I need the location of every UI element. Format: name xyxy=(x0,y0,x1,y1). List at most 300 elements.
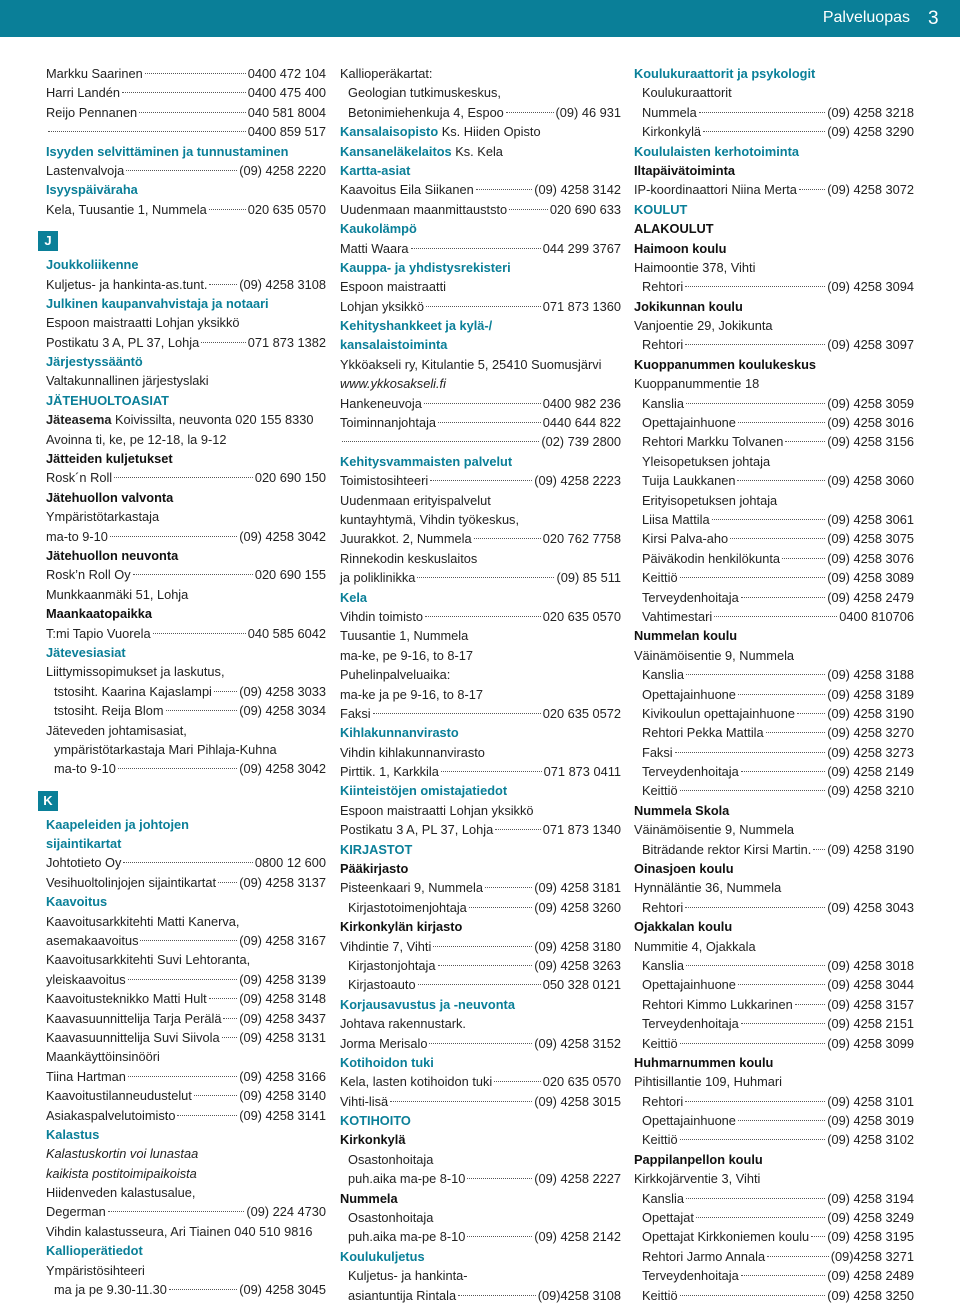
reference-text: Ks. Kela xyxy=(451,143,503,159)
phone-number: (09) 4258 3260 xyxy=(534,899,621,915)
text-line: Puhelinpalveluaika: xyxy=(340,667,451,683)
contact-name: Keittiö xyxy=(642,1132,678,1148)
contact-row xyxy=(634,1208,914,1227)
contact-name: Kaavoitusteknikko Matti Hult xyxy=(46,991,207,1007)
reference-row xyxy=(340,142,621,161)
phone-number: (09) 4258 3166 xyxy=(239,1068,326,1084)
phone-number: 0400 859 517 xyxy=(247,124,326,140)
dot-leader xyxy=(373,713,541,714)
dot-leader xyxy=(209,209,246,210)
section-heading: Isyyspäiväraha xyxy=(46,182,138,198)
section-heading: Kalastus xyxy=(46,1126,100,1142)
contact-name: Kanslia xyxy=(642,1190,684,1206)
dot-leader xyxy=(108,1211,245,1212)
dot-leader xyxy=(114,477,253,478)
phone-number: (09) 4258 3290 xyxy=(827,124,914,140)
contact-row xyxy=(634,413,914,432)
contact-row xyxy=(634,1014,914,1033)
dot-leader xyxy=(438,422,541,423)
dot-leader xyxy=(123,862,252,863)
contact-name: Vahtimestari xyxy=(642,608,713,624)
dot-leader xyxy=(675,752,826,753)
dot-leader xyxy=(686,965,825,966)
contact-row xyxy=(634,1111,914,1130)
contact-row xyxy=(634,335,914,354)
contact-row xyxy=(634,1247,914,1266)
contact-name: Tuija Laukkanen xyxy=(642,473,736,489)
phone-number: (09) 4258 3148 xyxy=(239,991,326,1007)
contact-row xyxy=(634,743,914,762)
contact-name: Opettajat Kirkkoniemen koulu xyxy=(642,1229,810,1245)
dot-leader xyxy=(738,984,825,985)
section-heading: Kihlakunnanvirasto xyxy=(340,725,459,741)
contact-name: Keittiö xyxy=(642,570,678,586)
section-heading: JÄTEHUOLTOASIAT xyxy=(46,392,169,408)
contact-name: T:mi Tapio Vuorela xyxy=(46,625,151,641)
contact-name: Degerman xyxy=(46,1204,106,1220)
contact-name: Rehtori xyxy=(642,279,684,295)
dot-leader xyxy=(390,1101,532,1102)
dot-leader xyxy=(177,1115,237,1116)
phone-number: (09) 4258 2223 xyxy=(534,473,621,489)
contact-name: tstosiht. Reija Blom xyxy=(54,703,164,719)
phone-number: (09) 4258 3131 xyxy=(239,1029,326,1045)
phone-number: (09) 4258 3273 xyxy=(827,744,914,760)
phone-number: 0400 472 104 xyxy=(247,66,326,81)
subheading: Nummela Skola xyxy=(634,802,730,818)
text-line: Espoon maistraatti xyxy=(340,279,446,295)
contact-row xyxy=(46,682,326,701)
contact-row xyxy=(46,1280,326,1299)
text-line: Osastonhoitaja xyxy=(348,1151,434,1167)
dot-leader xyxy=(685,1101,825,1102)
phone-number: 0800 12 600 xyxy=(254,855,326,871)
contact-name: Kanslia xyxy=(642,395,684,411)
phone-number: 020 690 633 xyxy=(549,201,621,217)
phone-number: (09) 4258 3044 xyxy=(827,977,914,993)
text-line: kuntayhtymä, Vihdin työkeskus, xyxy=(340,511,520,527)
dot-leader xyxy=(795,1004,825,1005)
dot-leader xyxy=(430,480,532,481)
section-heading: Kartta-asiat xyxy=(340,162,411,178)
phone-number: (09) 4258 3140 xyxy=(239,1088,326,1104)
phone-number: (09) 4258 3102 xyxy=(827,1132,914,1148)
phone-number: (09) 4258 3094 xyxy=(827,279,914,295)
contact-row xyxy=(46,624,326,643)
dot-leader xyxy=(438,965,533,966)
text-line: Kirkkojärventie 3, Vihti xyxy=(634,1171,761,1187)
phone-number: (09) 224 4730 xyxy=(246,1204,326,1220)
contact-row xyxy=(634,975,914,994)
contact-name: Vihdin toimisto xyxy=(340,608,423,624)
contact-row xyxy=(634,898,914,917)
text-line: ma-ke, pe 9-16, to 8-17 xyxy=(340,647,474,663)
dot-leader xyxy=(426,306,541,307)
phone-number: (09) 4258 3099 xyxy=(827,1035,914,1051)
contact-name: Toiminnanjohtaja xyxy=(340,415,437,431)
contact-name: Rehtori Kimmo Lukkarinen xyxy=(642,996,793,1012)
info-text: Koivissilta, neuvonta 020 155 8330 xyxy=(111,412,314,428)
section-heading: Joukkoliikenne xyxy=(46,257,139,273)
contact-name: Kirjastotoimenjohtaja xyxy=(348,899,467,915)
contact-row xyxy=(340,1092,621,1111)
contact-name: Rehtori xyxy=(642,899,684,915)
contact-name: Tiina Hartman xyxy=(46,1068,126,1084)
contact-name: Liisa Mattila xyxy=(642,511,710,527)
dot-leader xyxy=(738,1120,825,1121)
dot-leader xyxy=(118,768,237,769)
contact-row xyxy=(46,565,326,584)
contact-name: Juurakkot. 2, Nummela xyxy=(340,531,472,547)
dot-leader xyxy=(741,1275,825,1276)
contact-row xyxy=(46,853,326,872)
text-line: Jäteveden johtamisasiat, xyxy=(46,722,187,738)
text-line: Liittymissopimukset ja laskutus, xyxy=(46,664,225,680)
contact-row xyxy=(46,1067,326,1086)
dot-leader xyxy=(128,1076,237,1077)
text-line: Maankäyttöinsinööri xyxy=(46,1049,160,1065)
contact-name: Kuljetus- ja hankinta-as.tunt. xyxy=(46,276,208,292)
contact-name: Postikatu 3 A, PL 37, Lohja xyxy=(340,822,494,838)
phone-number: (09) 4258 2151 xyxy=(827,1016,914,1032)
contact-name: Kirjastonjohtaja xyxy=(348,957,436,973)
contact-row xyxy=(46,122,326,141)
contact-row xyxy=(634,723,914,742)
contact-row xyxy=(340,297,621,316)
phone-number: 044 299 3767 xyxy=(542,240,621,256)
text-line: Kallioperäkartat: xyxy=(340,66,433,81)
page-header xyxy=(0,0,960,37)
dot-leader xyxy=(712,519,826,520)
dot-leader xyxy=(782,558,825,559)
dot-leader xyxy=(797,713,825,714)
text-line: Tuusantie 1, Nummela xyxy=(340,628,469,644)
contact-name: yleiskaavoitus xyxy=(46,971,126,987)
spacer xyxy=(46,219,326,231)
letter-badge: J xyxy=(38,231,58,251)
contact-name: Opettajainhuone xyxy=(642,977,736,993)
phone-number: (09) 4258 3033 xyxy=(239,683,326,699)
contact-name: asemakaavoitus xyxy=(46,933,139,949)
dot-leader xyxy=(467,1178,532,1179)
contact-row xyxy=(46,989,326,1008)
contact-row xyxy=(634,568,914,587)
contact-row xyxy=(46,468,326,487)
text-line: Avoinna ti, ke, pe 12-18, la 9-12 xyxy=(46,431,227,447)
phone-number: (09) 4258 3089 xyxy=(827,570,914,586)
phone-number: (09) 4258 2227 xyxy=(534,1171,621,1187)
contact-name: Kaavasuunnittelija Suvi Siivola xyxy=(46,1029,220,1045)
dot-leader xyxy=(714,616,837,617)
subheading: Huhmarnummen koulu xyxy=(634,1054,774,1070)
reference-text: Ks. Hiiden Opisto xyxy=(438,124,541,140)
text-line: Kuljetus- ja hankinta- xyxy=(348,1268,468,1284)
info-row xyxy=(46,410,326,429)
phone-number: (02) 739 2800 xyxy=(541,434,621,450)
dot-leader xyxy=(458,1295,536,1296)
phone-number: (09) 4258 3034 xyxy=(239,703,326,719)
dot-leader xyxy=(110,536,237,537)
phone-number: (09) 4258 3101 xyxy=(827,1093,914,1109)
phone-number: (09) 4258 3076 xyxy=(827,550,914,566)
contact-name: Vihti-lisä xyxy=(340,1093,389,1109)
phone-number: (09) 4258 3188 xyxy=(827,667,914,683)
dot-leader xyxy=(476,189,532,190)
phone-number: (09) 4258 3137 xyxy=(239,874,326,890)
dot-leader xyxy=(699,112,825,113)
dot-leader xyxy=(766,732,826,733)
dot-leader xyxy=(680,1043,826,1044)
subheading: Jätehuollon valvonta xyxy=(46,489,174,505)
contact-name: Markku Saarinen xyxy=(46,66,143,81)
text-line: Johtava rakennustark. xyxy=(340,1016,466,1032)
contact-name: Rosk´n Roll xyxy=(46,470,113,486)
contact-row xyxy=(340,1286,621,1305)
dot-leader xyxy=(495,829,541,830)
contact-row xyxy=(634,122,914,141)
dot-leader xyxy=(680,1295,826,1296)
contact-name: Matti Waara xyxy=(340,240,409,256)
phone-number: (09) 4258 3190 xyxy=(827,841,914,857)
phone-number: (09) 4258 3250 xyxy=(827,1287,914,1303)
dot-leader xyxy=(680,790,826,791)
phone-number: (09) 4258 3181 xyxy=(534,880,621,896)
contact-name: Kanslia xyxy=(642,957,684,973)
contact-name: Kaavoitus Eila Siikanen xyxy=(340,182,474,198)
section-heading: KIRJASTOT xyxy=(340,841,413,857)
contact-row xyxy=(340,1169,621,1188)
text-line: Pihtisillantie 109, Huhmari xyxy=(634,1074,782,1090)
reference-row xyxy=(340,122,621,141)
dot-leader xyxy=(696,1217,825,1218)
text-line: Munkkaanmäki 51, Lohja xyxy=(46,586,189,602)
contact-name: Kivikoulun opettajainhuone xyxy=(642,705,795,721)
dot-leader xyxy=(166,710,238,711)
column-3 xyxy=(634,64,914,1305)
dot-leader xyxy=(153,633,246,634)
text-line: Haimoontie 378, Vihti xyxy=(634,259,756,275)
contact-row xyxy=(634,471,914,490)
phone-number: 071 873 1340 xyxy=(542,822,621,838)
contact-row xyxy=(46,83,326,102)
phone-number: (09) 4258 2479 xyxy=(827,589,914,605)
contact-row xyxy=(46,1009,326,1028)
contact-row xyxy=(634,781,914,800)
section-heading: Korjausavustus ja -neuvonta xyxy=(340,996,515,1012)
section-heading: KOTIHOITO xyxy=(340,1113,411,1129)
dot-leader xyxy=(494,1081,540,1082)
dot-leader xyxy=(686,674,825,675)
phone-number: 0400 810706 xyxy=(839,608,914,624)
dot-leader xyxy=(730,538,825,539)
subheading: ALAKOULUT xyxy=(634,221,714,237)
contact-row xyxy=(634,704,914,723)
contact-row xyxy=(46,275,326,294)
section-heading: Kauppa- ja yhdistysrekisteri xyxy=(340,259,511,275)
phone-number: (09) 4258 3139 xyxy=(239,971,326,987)
contact-name: Biträdande rektor Kirsi Martin. xyxy=(642,841,812,857)
dot-leader xyxy=(128,979,238,980)
contact-name: ma-to 9-10 xyxy=(46,528,108,544)
phone-number: (09) 4258 3045 xyxy=(239,1282,326,1298)
dot-leader xyxy=(785,441,825,442)
text-line: Kuoppanummentie 18 xyxy=(634,376,760,392)
contact-name: Terveydenhoitaja xyxy=(642,1268,739,1284)
contact-row xyxy=(46,333,326,352)
contact-name: Rehtori Pekka Mattila xyxy=(642,725,764,741)
contact-row xyxy=(634,529,914,548)
phone-number: 050 328 0121 xyxy=(542,977,621,993)
phone-number: (09) 4258 3075 xyxy=(827,531,914,547)
contact-row xyxy=(634,665,914,684)
contact-row xyxy=(634,1130,914,1149)
phone-number: (09) 4258 3190 xyxy=(827,705,914,721)
italic-note: www.ykkosakseli.fi xyxy=(340,376,446,392)
subheading: Ojakkalan koulu xyxy=(634,919,733,935)
contact-name: Reijo Pennanen xyxy=(46,104,138,120)
text-line: Väinämöisentie 9, Nummela xyxy=(634,822,795,838)
guide-title: Palveluopas xyxy=(822,9,910,26)
text-line: Osastonhoitaja xyxy=(348,1210,434,1226)
dot-leader xyxy=(425,616,541,617)
text-line: Erityisopetuksen johtaja xyxy=(642,492,778,508)
info-label: Jäteasema xyxy=(46,412,112,428)
contact-name: Kanslia xyxy=(642,667,684,683)
phone-number: 040 581 8004 xyxy=(247,104,326,120)
dot-leader xyxy=(686,1198,825,1199)
dot-leader xyxy=(48,131,246,132)
section-heading: Jätevesiasiat xyxy=(46,644,126,660)
contact-name: Vihdintie 7, Vihti xyxy=(340,938,432,954)
dot-leader xyxy=(680,1139,826,1140)
section-heading: kansalaistoiminta xyxy=(340,337,448,353)
contact-row xyxy=(46,1202,326,1221)
section-heading: Julkinen kaupanvahvistaja ja notaari xyxy=(46,295,269,311)
contact-name: Faksi xyxy=(642,744,673,760)
phone-number: (09) 4258 3167 xyxy=(239,933,326,949)
contact-name: puh.aika ma-pe 8-10 xyxy=(348,1229,466,1245)
contact-name: Kela, Tuusantie 1, Nummela xyxy=(46,201,207,217)
dot-leader xyxy=(485,887,532,888)
contact-name: ma ja pe 9.30-11.30 xyxy=(54,1282,167,1298)
subheading: Nummela xyxy=(340,1190,398,1206)
contact-row xyxy=(340,937,621,956)
text-line: Rinnekodin keskuslaitos xyxy=(340,550,478,566)
text-line: Nummitie 4, Ojakkala xyxy=(634,938,756,954)
phone-number: (09) 4258 3018 xyxy=(827,957,914,973)
phone-number: (09) 4258 2489 xyxy=(827,1268,914,1284)
italic-note: Kalastuskortin voi lunastaa xyxy=(46,1146,199,1162)
dot-leader xyxy=(737,480,825,481)
contact-row xyxy=(634,1227,914,1246)
contact-row xyxy=(340,432,621,451)
contact-row xyxy=(634,549,914,568)
text-line: Kaavoitusarkkitehti Matti Kanerva, xyxy=(46,913,240,929)
contact-name: Lohjan yksikkö xyxy=(340,298,424,314)
text-line: ympäristötarkastaja Mari Pihlaja-Kuhna xyxy=(54,741,277,757)
reference-heading: Kansaneläkelaitos xyxy=(340,143,452,159)
dot-leader xyxy=(741,597,825,598)
phone-number: (09) 4258 3141 xyxy=(239,1107,326,1123)
text-line: Espoon maistraatti Lohjan yksikkö xyxy=(46,315,240,331)
dot-leader xyxy=(417,577,554,578)
contact-name: Nummela xyxy=(642,104,697,120)
contact-name: Kaavasuunnittelija Tarja Perälä xyxy=(46,1010,222,1026)
section-heading: Isyyden selvittäminen ja tunnustaminen xyxy=(46,143,289,159)
column-2 xyxy=(340,64,621,1305)
page-number: 3 xyxy=(928,8,939,29)
text-line: ma-ke ja pe 9-16, to 8-17 xyxy=(340,686,483,702)
contact-row xyxy=(634,762,914,781)
phone-number: (09)4258 3271 xyxy=(830,1248,914,1264)
section-heading: KOULUT xyxy=(634,201,688,217)
dot-leader xyxy=(685,907,825,908)
phone-number: (09) 85 511 xyxy=(556,570,621,586)
section-heading: Koululaisten kerhotoiminta xyxy=(634,143,799,159)
contact-row xyxy=(46,1106,326,1125)
contact-name: Rehtori xyxy=(642,1093,684,1109)
contact-row xyxy=(634,180,914,199)
contact-row xyxy=(340,413,621,432)
text-line: Hynnäläntie 36, Nummela xyxy=(634,880,782,896)
contact-name: Toimistosihteeri xyxy=(340,473,429,489)
subheading: Nummelan koulu xyxy=(634,628,738,644)
dot-leader xyxy=(738,694,825,695)
contact-row xyxy=(340,394,621,413)
dot-leader xyxy=(194,1095,237,1096)
contact-row xyxy=(340,568,621,587)
subheading: Oinasjoen koulu xyxy=(634,861,734,877)
phone-number: (09) 4258 2220 xyxy=(239,162,326,178)
phone-number: (09) 4258 3194 xyxy=(827,1190,914,1206)
dot-leader xyxy=(680,577,826,578)
dot-leader xyxy=(201,342,246,343)
dot-leader xyxy=(218,882,237,883)
contact-name: Pirttik. 1, Karkkila xyxy=(340,764,439,780)
dot-leader xyxy=(441,771,542,772)
contact-name: Terveydenhoitaja xyxy=(642,589,739,605)
contact-row xyxy=(634,1034,914,1053)
contact-row xyxy=(634,103,914,122)
contact-row xyxy=(340,239,621,258)
phone-number: (09) 4258 3016 xyxy=(827,415,914,431)
contact-row xyxy=(634,956,914,975)
contact-name: tstosiht. Kaarina Kajaslampi xyxy=(54,683,212,699)
contact-row xyxy=(46,873,326,892)
section-heading: Kaukolämpö xyxy=(340,221,417,237)
text-line: Yleisopetuksen johtaja xyxy=(642,453,771,469)
contact-row xyxy=(46,970,326,989)
dot-leader xyxy=(139,112,246,113)
section-heading: Kotihoidon tuki xyxy=(340,1054,434,1070)
dot-leader xyxy=(209,998,237,999)
phone-number: (09) 4258 3263 xyxy=(534,957,621,973)
phone-number: (09) 4258 2142 xyxy=(534,1229,621,1245)
contact-row xyxy=(340,103,621,122)
phone-number: (09) 4258 3156 xyxy=(827,434,914,450)
contact-row xyxy=(46,701,326,720)
dot-leader xyxy=(811,1236,825,1237)
phone-number: 0400 475 400 xyxy=(247,85,326,101)
contact-name: Uudenmaan maanmittauststo xyxy=(340,201,508,217)
dot-leader xyxy=(214,691,237,692)
dot-leader xyxy=(429,1043,532,1044)
text-line: Ympäristötarkastaja xyxy=(46,509,160,525)
dot-leader xyxy=(767,1256,829,1257)
phone-number: 040 585 6042 xyxy=(247,625,326,641)
contact-name: Kirsi Palva-aho xyxy=(642,531,729,547)
phone-number: 020 690 155 xyxy=(254,567,326,583)
